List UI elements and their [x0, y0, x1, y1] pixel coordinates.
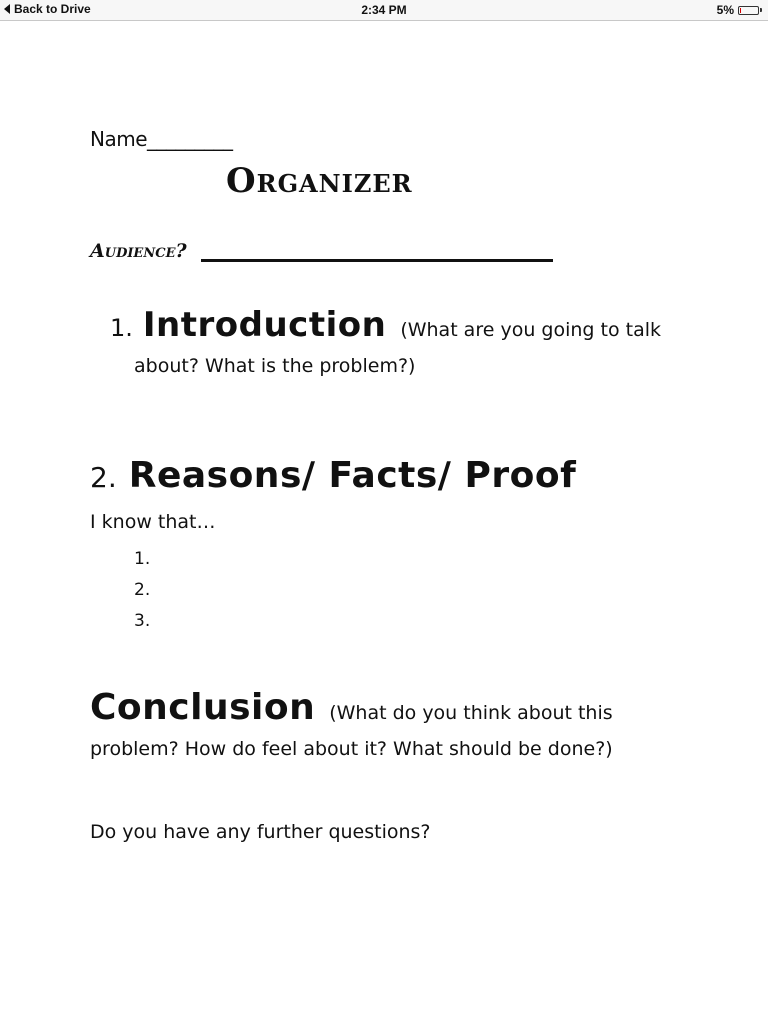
section-heading: Conclusion	[90, 687, 316, 728]
battery-icon	[738, 6, 759, 15]
battery-fill	[740, 8, 741, 13]
audience-row	[90, 239, 553, 262]
battery-tip	[760, 8, 762, 12]
page-title: Organizer	[226, 161, 413, 201]
battery-percent: 5%	[716, 3, 734, 17]
further-questions: Do you have any further questions?	[90, 821, 431, 843]
section-number: 2.	[90, 461, 117, 494]
audience-label: Audience?	[90, 240, 187, 262]
section-heading: Introduction	[142, 305, 387, 345]
status-bar	[0, 0, 768, 21]
list-item: 2.	[134, 580, 151, 600]
section-conclusion	[90, 687, 730, 760]
document-page	[0, 21, 768, 1024]
section-hint: (What are you going to talk	[400, 319, 661, 341]
clock: 2:34 PM	[361, 3, 407, 17]
reason-list	[134, 544, 150, 637]
section-introduction	[110, 305, 680, 377]
audience-blank-line	[201, 239, 553, 262]
section-reasons	[90, 455, 576, 496]
back-label: Back to Drive	[14, 2, 91, 16]
name-line: Name_________	[90, 127, 233, 151]
section-hint-continued: about? What is the problem?)	[134, 355, 416, 377]
section-number: 1.	[110, 314, 133, 342]
reasons-prompt: I know that…	[90, 511, 216, 533]
list-item: 3.	[134, 611, 151, 631]
list-item: 1.	[134, 549, 151, 569]
section-hint-continued: problem? How do feel about it? What should be done?)	[90, 738, 613, 760]
section-hint: (What do you think about this	[329, 702, 613, 724]
section-heading: Reasons/ Facts/ Proof	[128, 455, 577, 496]
battery-indicator	[717, 3, 762, 17]
